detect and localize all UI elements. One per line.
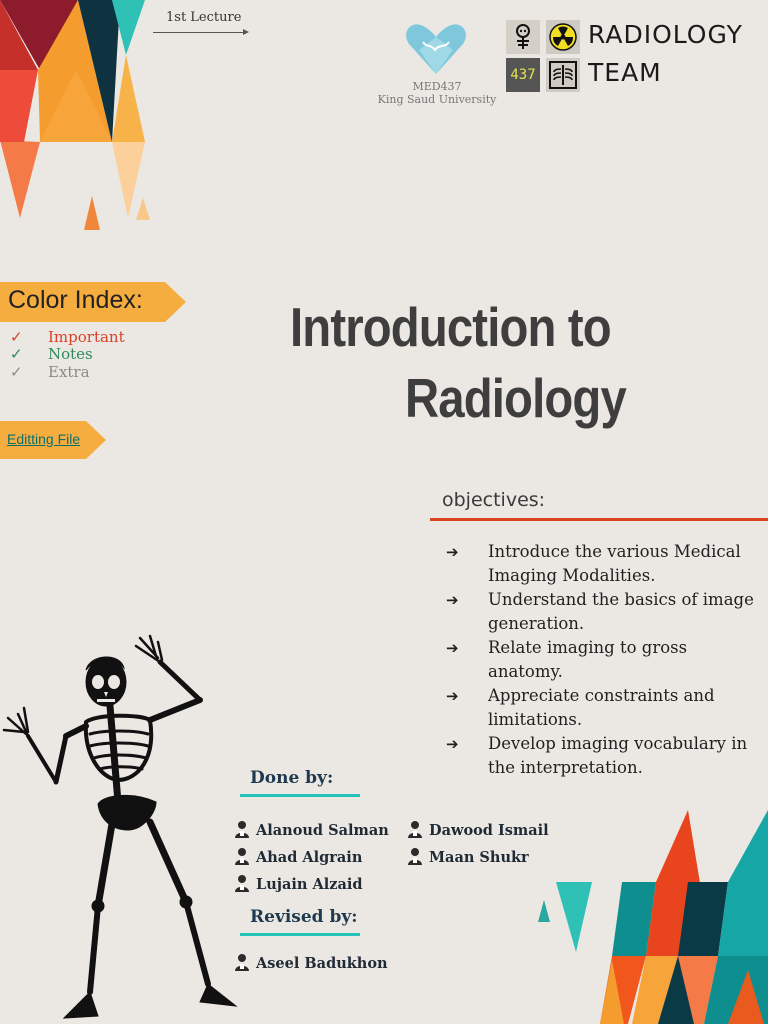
member-name: Lujain Alzaid bbox=[256, 876, 363, 893]
decorative-triangles-top-left bbox=[0, 0, 190, 240]
revised-by-divider bbox=[240, 933, 360, 936]
checkmark-icon: ✓ bbox=[10, 328, 23, 346]
objectives-heading: objectives: bbox=[442, 489, 546, 511]
member-lujain bbox=[234, 874, 363, 893]
person-icon bbox=[407, 847, 423, 865]
person-icon bbox=[234, 847, 250, 865]
member-alanoud bbox=[234, 820, 389, 839]
lecture-label: 1st Lecture bbox=[166, 10, 242, 25]
person-icon bbox=[234, 820, 250, 838]
decorative-triangles-bottom-right bbox=[528, 800, 768, 1024]
page-title-line1: Introduction to bbox=[290, 296, 611, 358]
radiation-icon bbox=[546, 20, 580, 54]
med-university-text bbox=[372, 80, 502, 106]
color-index-label: Notes bbox=[48, 345, 93, 363]
color-index-label: Important bbox=[48, 328, 125, 346]
member-name: Maan Shukr bbox=[429, 849, 529, 866]
team-word-team: TEAM bbox=[588, 58, 662, 87]
skeleton-illustration bbox=[0, 634, 250, 1024]
member-name: Dawood Ismail bbox=[429, 822, 549, 839]
team-badge: 437 bbox=[506, 58, 540, 92]
objective-item: ➔ Develop imaging vocabulary in the interpretation. bbox=[444, 732, 764, 780]
member-ahad bbox=[234, 847, 362, 866]
person-icon bbox=[234, 874, 250, 892]
member-name: Ahad Algrain bbox=[256, 849, 363, 866]
university-name: King Saud University bbox=[377, 93, 497, 106]
heart-logo-icon bbox=[405, 22, 467, 76]
member-name: Alanoud Salman bbox=[256, 822, 389, 839]
page-title-line2: Radiology bbox=[405, 367, 626, 429]
objective-item: ➔ Understand the basics of image generation. bbox=[444, 588, 764, 636]
objective-item: ➔ Relate imaging to gross anatomy. bbox=[444, 636, 764, 684]
person-icon bbox=[407, 820, 423, 838]
person-icon bbox=[234, 953, 250, 971]
color-index-extra bbox=[10, 363, 90, 381]
done-by-divider bbox=[240, 794, 360, 797]
checkmark-icon: ✓ bbox=[10, 345, 23, 363]
color-index-notes bbox=[10, 345, 93, 363]
checkmark-icon: ✓ bbox=[10, 363, 23, 381]
member-maan bbox=[407, 847, 529, 866]
color-index-label: Extra bbox=[48, 363, 90, 381]
revised-by-heading: Revised by: bbox=[250, 907, 358, 927]
editing-file-link[interactable]: Editting File bbox=[7, 431, 81, 447]
done-by-heading: Done by: bbox=[250, 768, 334, 788]
member-name: Aseel Badukhon bbox=[256, 955, 388, 972]
skull-icon bbox=[506, 20, 540, 54]
member-aseel bbox=[234, 953, 388, 972]
objectives-divider bbox=[430, 518, 768, 521]
lecture-arrow bbox=[153, 32, 247, 33]
color-index-important bbox=[10, 328, 125, 346]
team-word-radiology: RADIOLOGY bbox=[588, 20, 743, 49]
xray-chest-icon bbox=[546, 58, 580, 92]
course-code: MED437 bbox=[412, 80, 462, 93]
objective-item: ➔ Appreciate constraints and limitations. bbox=[444, 684, 764, 732]
objective-item: ➔ Introduce the various Medical Imaging Modalities. bbox=[444, 540, 764, 588]
color-index-title: Color Index: bbox=[8, 286, 143, 314]
objectives-list bbox=[444, 540, 764, 780]
